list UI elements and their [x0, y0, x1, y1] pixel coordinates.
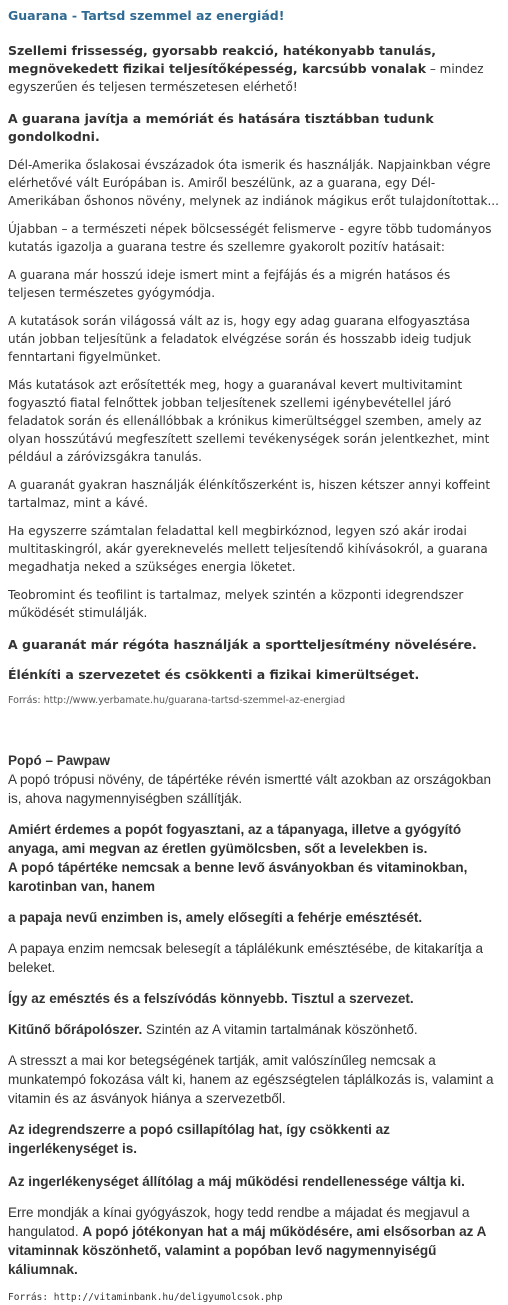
pawpaw-skin — [8, 1020, 500, 1039]
paragraph-multivitamin: Más kutatások azt erősítették meg, hogy a guaranával kevert multivitamint fogyasztó fiatal felnőttek jobban teljesítenek szellemi igénybevétellel járó feladatok során és ellenállóbbak a krónikus kimerültséggel szemben, amely az olyan hosszútávú megfeszített szellemi tevékenységek során jelentkezhet, mint például a záróvizsgákra tanulás. — [8, 378, 490, 464]
pawpaw-skin-bold: Kitűnő bőrápolószer. — [8, 1022, 143, 1037]
source-link-pawpaw[interactable]: Forrás: http://vitaminbank.hu/deligyumolcsok.php — [8, 1292, 283, 1303]
pawpaw-chinese — [8, 1203, 500, 1279]
heading-sport: A guaranát már régóta használják a sportteljesítmény növelésére. — [8, 637, 477, 652]
pawpaw-digestion: Így az emésztés és a felszívódás könnyebb. Tisztul a szervezet. — [8, 991, 414, 1006]
paragraph-research: Újabban – a természeti népek bölcsességét felismerve - egyre több tudományos kutatás igazolja a guarana testre és szellemre gyakorolt pozitív hatásait: — [8, 222, 492, 254]
pawpaw-section — [8, 752, 500, 1305]
paragraph-theobromine: Teobromint és teofilint is tartalmaz, melyek szintén a központi idegrendszer működését stimulálják. — [8, 588, 464, 620]
pawpaw-papaya-enzyme: A papaya enzim nemcsak belesegít a táplálékunk emésztésébe, de kitakarítja a beleket. — [8, 941, 484, 975]
pawpaw-enzyme: a papaja nevű enzimben is, amely elősegíti a fehérje emésztését. — [8, 910, 423, 925]
heading-memory: A guarana javítja a memóriát és hatására tisztábban tudunk gondolkodni. — [8, 111, 434, 144]
pawpaw-liver: Az ingerlékenységet állítólag a máj működési rendellenessége váltja ki. — [8, 1174, 465, 1189]
paragraph-multitasking: Ha egyszerre számtalan feladattal kell megbirkóznod, legyen szó akár irodai multitaskingról, akár gyereknevelés mellett teljesítendő kihívásokról, a guarana megadhatja neked a szükséges energia löketet. — [8, 524, 488, 574]
paragraph-caffeine: A guaranát gyakran használják élénkítőszerként is, hiszen kétszer annyi koffeint tartalmaz, mint a kávé. — [8, 478, 491, 510]
article-title: Guarana - Tartsd szemmel az energiád! — [8, 8, 285, 23]
pawpaw-intro: A popó trópusi növény, de tápértéke révén ismertté vált azokban az országokban is, ahova nagymennyiségben szállítják. — [8, 772, 492, 806]
heading-energy: Élénkíti a szervezetet és csökkenti a fizikai kimerültséget. — [8, 667, 420, 682]
intro-bold: Szellemi frissesség, gyorsabb reakció, hatékonyabb tanulás, megnövekedett fizikai teljesítőképesség, karcsúbb vonalak — [8, 43, 437, 76]
pawpaw-nutrients: A popó tápértéke nemcsak a benne levő ásványokban és vitaminokban, karotinban van, hanem — [8, 860, 468, 894]
source-link-guarana[interactable]: Forrás: http://www.yerbamate.hu/guarana-tartsd-szemmel-az-energiad — [8, 695, 346, 706]
intro-paragraph — [8, 42, 500, 96]
paragraph-origin: Dél-Amerika őslakosai évszázadok óta ismerik és használják. Napjainkban végre elérhetővé vált Európában is. Amiről beszélünk, az a guarana, egy Dél-Amerikában őshonos növény, melynek az indiánok mágikus erőt tulajdonítottak... — [8, 158, 499, 208]
pawpaw-skin-rest: Szintén az A vitamin tartalmának köszönhető. — [142, 1022, 418, 1037]
paragraph-attention: A kutatások során világossá vált az is, hogy egy adag guarana elfogyasztása után jobban teljesítünk a feladatok elvégzése során és hosszabb ideig tudjuk fenntartani figyelmünket. — [8, 314, 472, 364]
pawpaw-title: Popó – Pawpaw — [8, 753, 111, 768]
pawpaw-chinese-bold: A popó jótékonyan hat a máj működésére, ami elsősorban az A vitaminnak köszönhető, valamint a popóban levő nagymennyiségű káliumnak. — [8, 1224, 486, 1277]
paragraph-headache: A guarana már hosszú ideje ismert mint a fejfájás és a migrén hatásos és teljesen természetes gyógymódja. — [8, 268, 451, 300]
pawpaw-stress: A stresszt a mai kor betegségének tartják, amit valószínűleg nemcsak a munkatempó fokozása vált ki, hanem az egészségtelen táplálkozás is, valamint a vitamin és az ásványok hiánya a szervezetből. — [8, 1053, 494, 1106]
intro-rest: – mindez egyszerűen és teljesen természetesen elérhető! — [8, 62, 484, 94]
pawpaw-nerves: Az idegrendszerre a popó csillapítólag hat, így csökkenti az ingerlékenységet is. — [8, 1122, 390, 1156]
pawpaw-why: Amiért érdemes a popót fogyasztani, az a tápanyaga, illetve a gyógyító anyaga, ami megvan az éretlen gyümölcsben, sőt a levelekben is. — [8, 822, 462, 856]
pawpaw-chinese-rest: Erre mondják a kínai gyógyászok, hogy tedd rendbe a májadat és megjavul a hangulatod. — [8, 1205, 470, 1239]
